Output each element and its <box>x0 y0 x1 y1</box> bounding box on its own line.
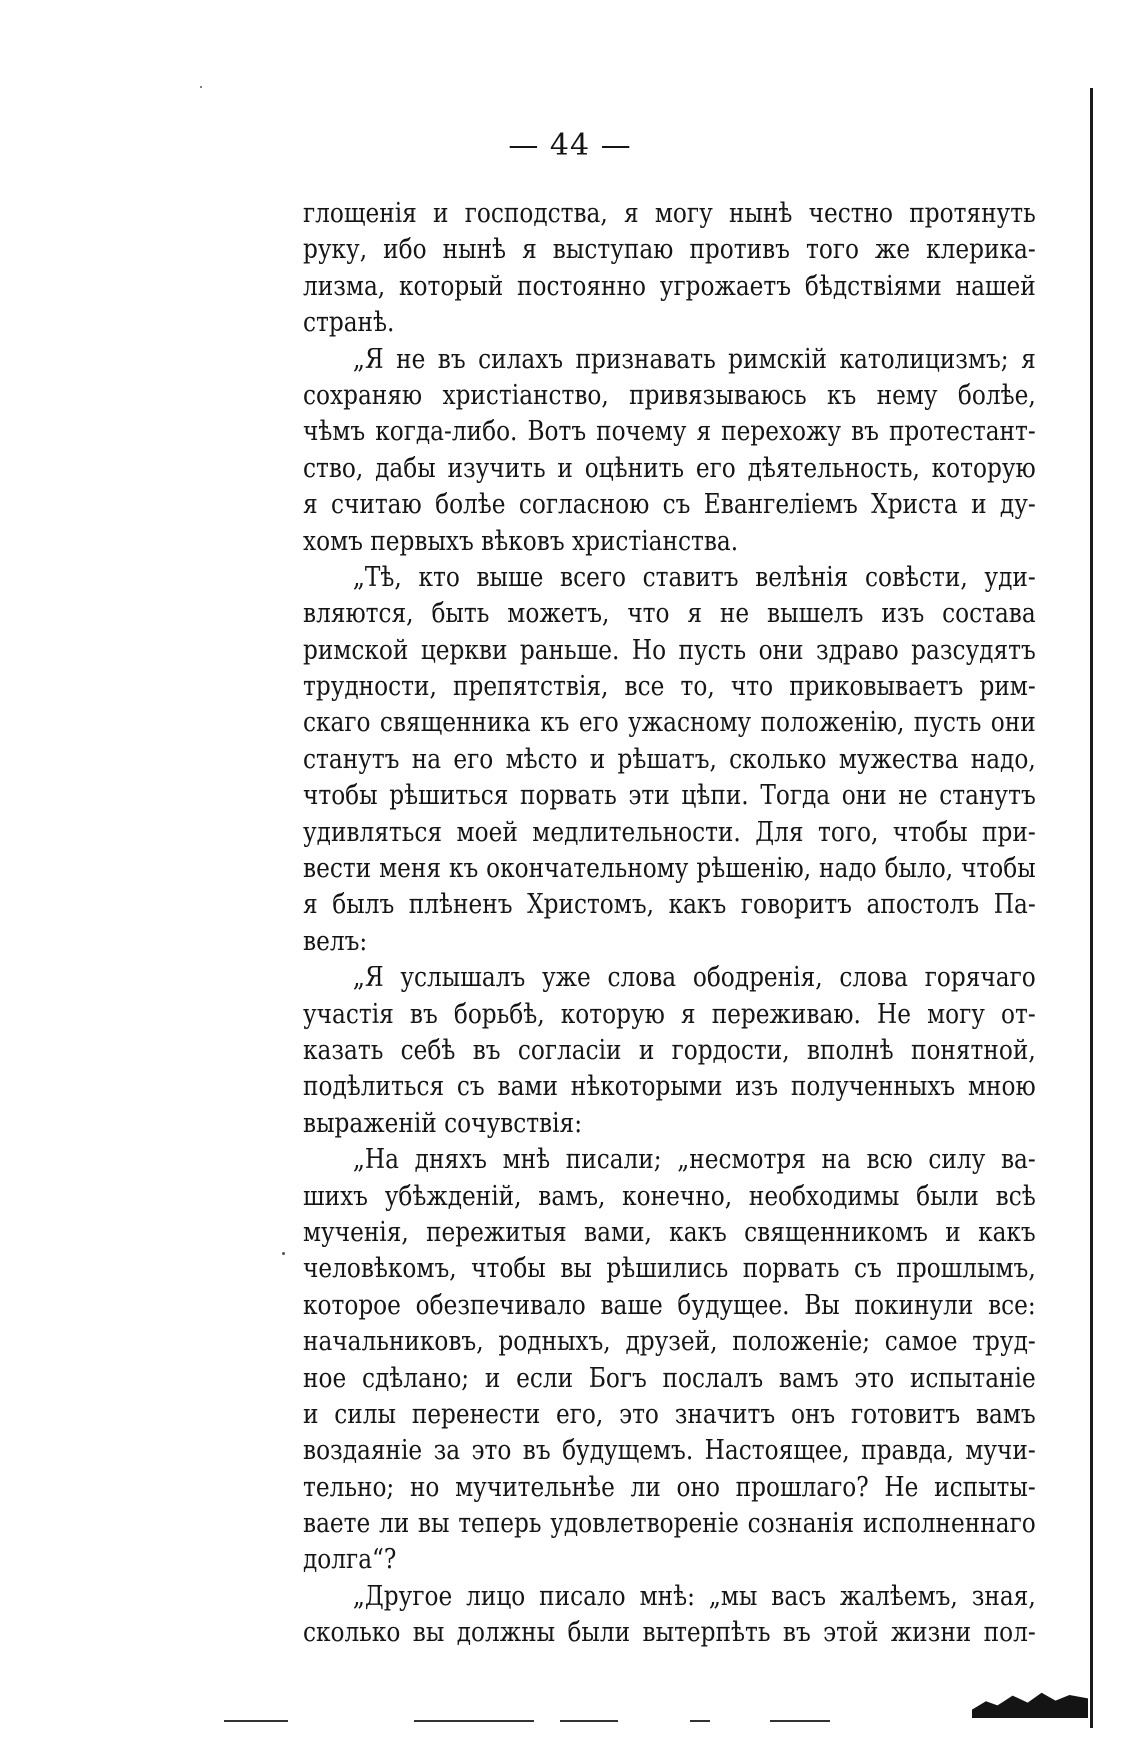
text-line: хомъ первыхъ вѣковъ христіанства. <box>303 525 739 557</box>
text-line: и силы перенести его, это значитъ онъ готовитъ вамъ <box>303 1398 1036 1430</box>
body-text <box>303 196 1036 1652</box>
text-line: участія въ борьбѣ, которую я переживаю. Не могу от- <box>303 998 1036 1030</box>
text-line: я былъ плѣненъ Христомъ, какъ говоритъ апостолъ Па- <box>303 889 1036 921</box>
page-number: — 44 — <box>508 128 632 163</box>
text-line: которое обезпечивало ваше будущее. Вы покинули все: <box>303 1289 1036 1321</box>
text-line: ство, дабы изучить и оцѣнить его дѣятельность, которую <box>303 452 1036 484</box>
text-line: шихъ убѣжденій, вамъ, конечно, необходимы были всѣ <box>303 1180 1036 1212</box>
text-line: „Другое лицо писало мнѣ: „мы васъ жалѣемъ, зная, <box>352 1580 1036 1612</box>
text-line: руку, ибо нынѣ я выступаю противъ того же клерика- <box>303 234 1036 266</box>
page-edge-rule <box>1090 88 1093 1728</box>
text-line: сколько вы должны были вытерпѣть въ этой жизни пол- <box>303 1617 1036 1649</box>
text-line: казать себѣ въ согласіи и гордости, вполнѣ понятной, <box>303 1034 1036 1066</box>
text-line: „На дняхъ мнѣ писали; „несмотря на всю силу ва- <box>352 1144 1036 1176</box>
text-line: долга“? <box>303 1544 397 1576</box>
text-line: странѣ. <box>303 307 395 339</box>
text-line: вести меня къ окончательному рѣшенію, надо было, чтобы <box>303 853 1036 885</box>
text-line: человѣкомъ, чтобы вы рѣшились порвать съ прошлымъ, <box>303 1253 1036 1285</box>
text-line: вляются, быть можетъ, что я не вышелъ изъ состава <box>303 598 1036 630</box>
text-line: тельно; но мучительнѣе ли оно прошлаго? Не испыты- <box>303 1471 1036 1503</box>
text-line: начальниковъ, родныхъ, друзей, положеніе; самое труд- <box>303 1326 1036 1358</box>
footer-scan-marks <box>0 1700 1140 1740</box>
text-line: я считаю болѣе согласною съ Евангеліемъ Христа и ду- <box>303 489 1036 521</box>
text-line: чѣмъ когда-либо. Вотъ почему я перехожу въ протестант- <box>303 416 1036 448</box>
text-line: удивляться моей медлительности. Для того, чтобы при- <box>303 816 1036 848</box>
scan-speck <box>200 86 202 88</box>
text-line: „Я не въ силахъ признавать римскій католицизмъ; я <box>352 343 1036 375</box>
text-line: станутъ на его мѣсто и рѣшатъ, сколько мужества надо, <box>303 743 1036 775</box>
text-line: глощенія и господства, я могу нынѣ честно протянуть <box>303 198 1036 229</box>
text-line: „Я услышалъ уже слова ободренія, слова горячаго <box>352 962 1036 994</box>
text-line: ваете ли вы теперь удовлетвореніе сознанія исполненнаго <box>303 1508 1036 1540</box>
text-line: „Тѣ, кто выше всего ставитъ велѣнія совѣсти, уди- <box>352 561 1036 593</box>
scan-speck <box>282 1252 285 1255</box>
text-line: скаго священника къ его ужасному положенію, пусть они <box>303 707 1036 739</box>
text-line: мученія, пережитыя вами, какъ священникомъ и какъ <box>303 1216 1036 1248</box>
text-line: ное сдѣлано; и если Богъ послалъ вамъ это испытаніе <box>303 1362 1036 1394</box>
text-line: воздаяніе за это въ будущемъ. Настоящее, правда, мучи- <box>303 1435 1036 1467</box>
text-line: лизма, который постоянно угрожаетъ бѣдствіями нашей <box>303 270 1036 302</box>
text-line: велъ: <box>303 925 368 957</box>
text-line: сохраняю христіанство, привязываюсь къ нему болѣе, <box>303 379 1036 411</box>
text-line: чтобы рѣшиться порвать эти цѣпи. Тогда они не станутъ <box>303 780 1036 812</box>
text-line: трудности, препятствія, все то, что приковываетъ рим- <box>303 671 1036 703</box>
text-line: римской церкви раньше. Но пусть они здраво разсудятъ <box>303 634 1036 666</box>
text-line: выраженій сочувствія: <box>303 1107 583 1139</box>
text-line: подѣлиться съ вами нѣкоторыми изъ полученныхъ мною <box>303 1071 1036 1103</box>
ink-blot <box>972 1690 1088 1718</box>
